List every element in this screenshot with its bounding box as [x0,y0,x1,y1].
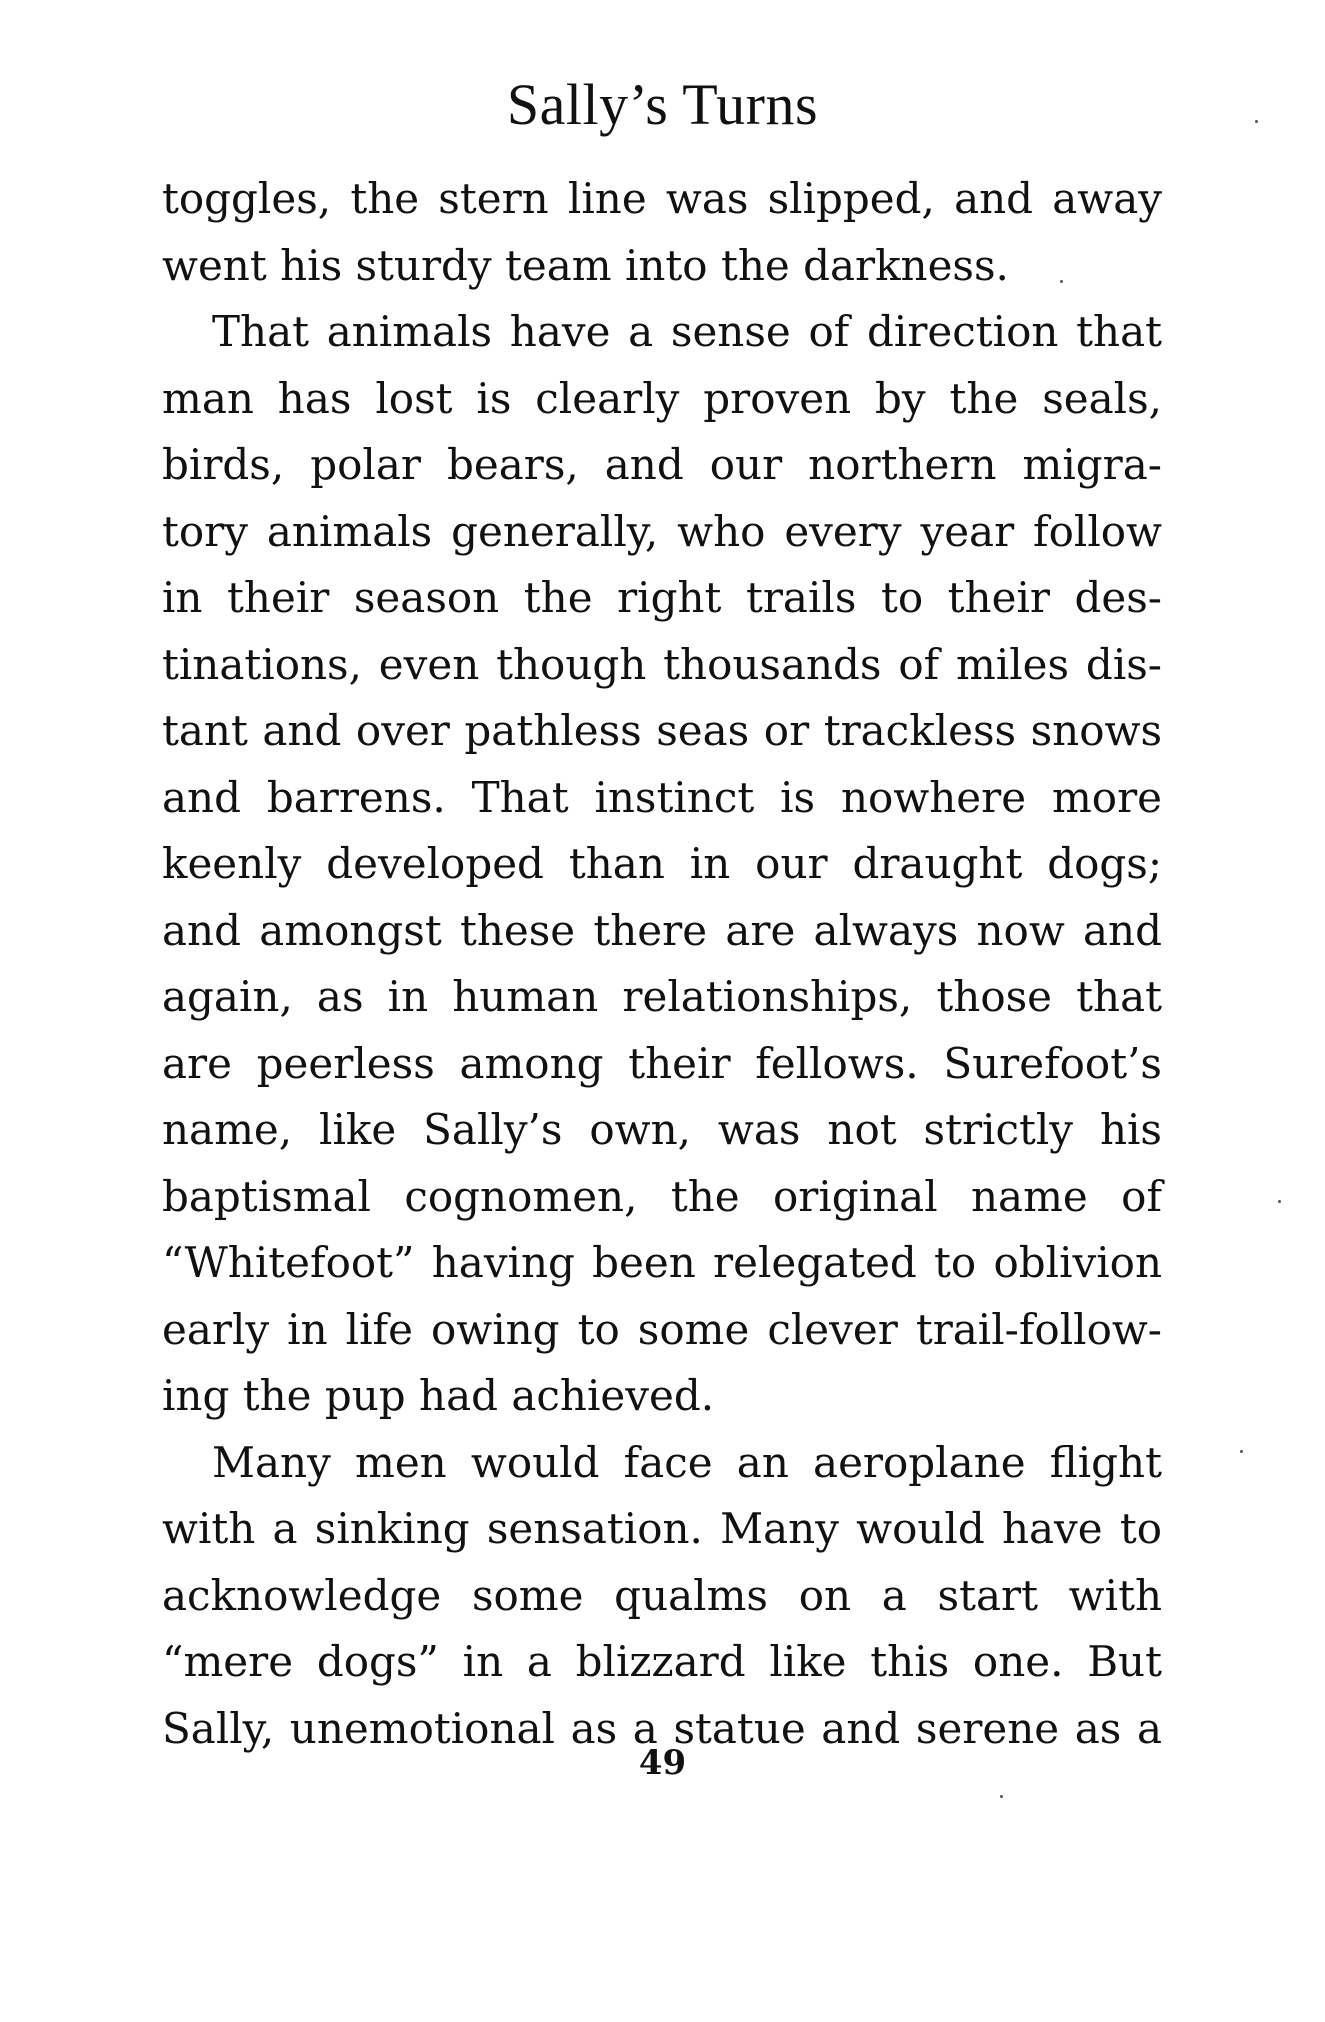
text-line: toggles, the stern line was slipped, and away [162,174,1162,223]
text-line: acknowledge some qualms on a start with [162,1570,1162,1620]
text-line: early in life owing to some clever trail-follow- [162,1304,1162,1354]
text-line: keenly developed than in our draught dogs; [162,839,1162,888]
text-line: and barrens. That instinct is nowhere more [162,772,1162,822]
scan-speck [1060,280,1063,283]
text-line: Sally, unemotional as a statue and serene as a [162,1703,1162,1753]
text-line: ing the pup had achieved. [162,1371,715,1420]
paragraph-start-line: Many men would face an aeroplane flight [212,1437,1162,1487]
page-number: 49 [638,1743,687,1783]
text-line: man has lost is clearly proven by the seals, [162,373,1162,423]
body-text [162,166,1162,1762]
text-line: again, as in human relationships, those that [162,972,1162,1021]
text-line: tant and over pathless seas or trackless snows [162,706,1162,755]
paragraph-start-line: That animals have a sense of direction that [212,307,1162,356]
text-line: with a sinking sensation. Many would have to [162,1504,1162,1553]
scan-speck [1255,120,1258,123]
text-line: baptismal cognomen, the original name of [162,1171,1162,1221]
text-line: tinations, even though thousands of miles dis- [162,639,1162,689]
text-line: in their season the right trails to their des- [162,573,1162,622]
scan-speck [1000,1795,1003,1798]
text-line: “mere dogs” in a blizzard like this one. But [162,1637,1162,1686]
text-line: went his sturdy team into the darkness. [162,240,1009,290]
scan-speck [1278,1200,1281,1203]
scan-speck [1240,1450,1243,1453]
text-line: “Whitefoot” having been relegated to oblivion [162,1238,1162,1287]
text-line: name, like Sally’s own, was not strictly his [162,1105,1162,1154]
text-line: tory animals generally, who every year follow [162,506,1162,556]
text-line: birds, polar bears, and our northern migra- [162,440,1162,489]
text-line: are peerless among their fellows. Surefoot’s [162,1038,1162,1088]
text-line: and amongst these there are always now and [162,905,1162,955]
running-head-title: Sally’s Turns [506,72,819,137]
